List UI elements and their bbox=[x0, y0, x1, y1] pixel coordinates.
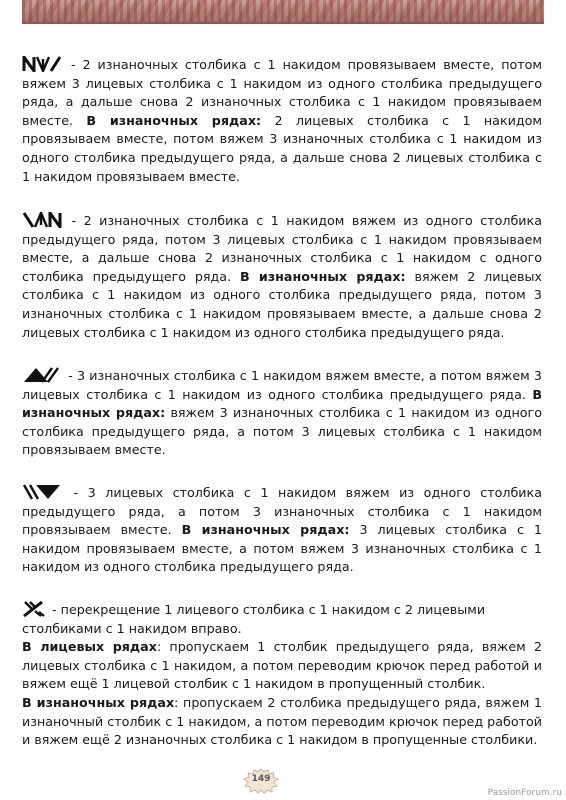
symbol-dash: - bbox=[48, 602, 61, 617]
description-text: 2 лицевых столбика с 1 накидом провязываем вместе, потом вяжем 3 изнаночных столбика с 1 накидом из одного столбика предыдущего ряда, а дальше снова 2 лицевых столбика с 1 накидом провязываем вместе. bbox=[22, 112, 542, 184]
purl-rows-label: В изнаночных рядах: bbox=[181, 522, 350, 538]
crochet-symbol-2purl-together-3knit-from-one-icon bbox=[22, 56, 62, 72]
crochet-symbol-cross-right-icon bbox=[22, 601, 46, 617]
stitch-description-3 bbox=[22, 367, 542, 460]
page-number: 149 bbox=[251, 774, 271, 784]
stitch-description-5 bbox=[22, 601, 542, 750]
symbol-dash: - bbox=[64, 57, 83, 72]
decorative-knit-banner bbox=[22, 0, 544, 24]
purl-rows-label: В изнаночных рядах: bbox=[86, 112, 262, 128]
description-text: перекрещение 1 лицевого столбика с 1 накидом с 2 лицевыми столбиками с 1 накидом вправо. bbox=[22, 602, 486, 636]
purl-rows-label: В изнаночных рядах: bbox=[22, 386, 542, 421]
symbol-dash: - bbox=[64, 368, 77, 383]
crochet-symbol-3knit-from-one-3purl-together-icon bbox=[22, 484, 62, 500]
crochet-symbol-2purl-from-one-3knit-together-icon bbox=[22, 212, 62, 228]
description-text: 3 лицевых столбика с 1 накидом провязываем вместе, а потом вяжем 3 изнаночных столбика с 1 накидом из одного столбика предыдущего ряда. bbox=[22, 522, 542, 575]
stitch-description-1 bbox=[22, 56, 542, 186]
purl-rows-label: В изнаночных рядах: bbox=[239, 268, 406, 284]
description-text: : пропускаем 2 столбика предыдущего ряда, вяжем 1 изнаночный столбик с 1 накидом, а потом переводим крючок перед работой и вяжем ещё 2 изнаночных столбика с 1 накидом в пропущенные столбики. bbox=[22, 694, 542, 748]
description-text: вяжем 3 изнаночных столбика с 1 накидом из одного столбика предыдущего ряда, а потом 3 лицевых столбика с 1 накидом провязываем вместе. bbox=[22, 405, 542, 458]
page-number-badge bbox=[243, 768, 279, 794]
symbol-dash: - bbox=[64, 485, 88, 500]
description-text: 2 изнаночных столбика с 1 накидом провязываем вместе, потом вяжем 3 лицевых столбика с 1 накидом из одного столбика предыдущего ряда, а дальше снова 2 изнаночных столбика с 1 накидом провязываем вместе. bbox=[22, 57, 542, 128]
description-text: 3 изнаночных столбика с 1 накидом вяжем вместе, а потом вяжем 3 лицевых столбика с 1 накидом из одного столбика предыдущего ряда. bbox=[22, 368, 542, 402]
watermark-text: PassionForum.ru bbox=[487, 788, 562, 798]
description-text: вяжем 2 лицевых столбика с 1 накидом из одного столбика предыдущего ряда, потом 3 изнаночных столбика с 1 накидом провязываем вместе, а дальше снова 2 лицевых столбика с 1 накидом из одного столбика предыдущего ряда. bbox=[22, 268, 542, 340]
purl-rows-label: В изнаночных рядах bbox=[22, 694, 175, 710]
stitch-description-4 bbox=[22, 484, 542, 577]
description-text: 2 изнаночных столбика с 1 накидом вяжем из одного столбика предыдущего ряда, потом 3 лицевых столбика с 1 накидом провязываем вместе, а дальше снова 2 изнаночных столбика с 1 накидом с одного столбика предыдущего ряда. bbox=[22, 213, 542, 284]
description-text: : пропускаем 1 столбик предыдущего ряда, вяжем 2 лицевых столбика с 1 накидом, а потом переводим крючок перед работой и вяжем ещё 1 лицевой столбик с 1 накидом в пропущенный столбик. bbox=[22, 639, 542, 692]
description-text: 3 лицевых столбика с 1 накидом вяжем из одного столбика предыдущего ряда, а потом 3 изнаночных столбика с 1 накидом провязываем вместе. bbox=[22, 485, 542, 538]
symbol-dash: - bbox=[64, 213, 84, 228]
knit-rows-label: В лицевых рядах bbox=[22, 639, 157, 655]
crochet-symbol-3purl-together-3knit-from-one-icon bbox=[22, 367, 62, 383]
stitch-description-2 bbox=[22, 212, 542, 342]
